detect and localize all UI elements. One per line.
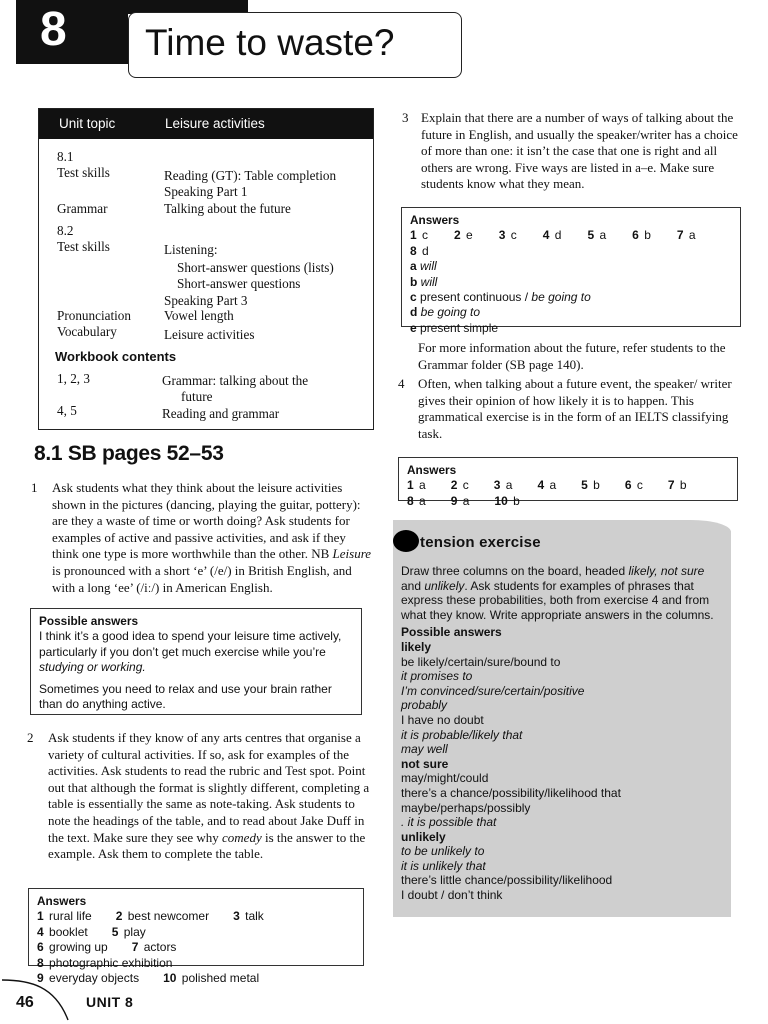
extension-answer-line: may well — [401, 742, 448, 757]
answer-number: 8 — [407, 493, 414, 508]
extension-answer-line: not sure — [401, 756, 449, 771]
answer-number: 6 — [624, 478, 632, 493]
extension-possible-answers-heading: Possible answers — [401, 625, 502, 640]
topic-row-right: Speaking Part 1 — [164, 184, 248, 199]
topic-row-left: Grammar — [57, 201, 108, 216]
answer-key — [543, 228, 576, 243]
answer-number: 7 — [131, 940, 139, 955]
answers-heading: Answers — [410, 213, 460, 227]
paragraph-1 — [31, 480, 374, 596]
topic-row-right: Short-answer questions (lists) — [177, 260, 334, 275]
answer-value: growing up — [45, 940, 108, 955]
paragraph-4 — [398, 376, 740, 442]
workbook-row-left: 4, 5 — [57, 403, 77, 418]
answer-key — [407, 494, 440, 509]
leisure-activities-label: Leisure activities — [165, 116, 265, 131]
answer-number: 1 — [407, 478, 414, 493]
paragraph-text: Often, when talking about a future event, the speaker/ writer gives their opinion of how likely it is to happen. This grammatical exercise is in the form of an IELTS classifying task. — [418, 376, 732, 441]
answer-value: d — [551, 228, 562, 243]
answer-value: c — [459, 478, 469, 493]
paragraph-2 — [27, 730, 372, 863]
answer-value: a — [546, 478, 557, 493]
answer-key — [581, 478, 614, 493]
answer-number: 4 — [537, 478, 545, 493]
grammar-folder-note: For more information about the future, refer students to the Grammar folder (SB page 140). — [418, 340, 726, 372]
answer-number: 1 — [410, 228, 417, 243]
extension-answer-line: I’m convinced/sure/certain/positive — [401, 683, 585, 698]
answer-number: 3 — [498, 228, 506, 243]
answer-key — [499, 228, 531, 243]
answer-number: 9 — [37, 971, 44, 986]
answer-keys — [407, 478, 729, 509]
answer-value: b — [509, 493, 520, 508]
answer-number: 6 — [632, 228, 639, 243]
answer-value: best newcomer — [124, 909, 210, 924]
extension-answer-line: probably — [401, 698, 448, 713]
answer-number: 5 — [111, 924, 119, 939]
workbook-row-right: Grammar: talking about the — [162, 373, 309, 388]
extension-answer-line: I have no doubt — [401, 712, 484, 727]
answer-number: 2 — [115, 909, 123, 924]
answer-number: 4 — [37, 924, 44, 939]
answer-value: c — [418, 228, 429, 243]
answer-number: 7 — [667, 478, 675, 493]
page-title: Time to waste? — [128, 12, 462, 78]
topic-row-left: Pronunciation — [57, 308, 131, 323]
answer-key — [163, 971, 273, 986]
answer-key — [677, 228, 710, 243]
extension-answer-line: it is probable/likely that — [401, 727, 523, 742]
answer-items — [410, 259, 732, 336]
answer-item: e present simple — [410, 320, 499, 335]
answer-key — [410, 244, 443, 259]
paragraph-number: 3 — [402, 110, 409, 125]
answer-number: 7 — [676, 228, 684, 243]
answer-key — [116, 909, 223, 924]
answer-key — [625, 478, 657, 493]
possible-answers-heading: Possible answers — [39, 614, 139, 628]
paragraph-text: is pronounced with a short ‘e’ (/e/) in British English, and with a long ‘ee’ (/iː/) in American English. — [52, 562, 352, 595]
topic-row-left: Vocabulary — [57, 324, 117, 339]
answer-item: b will — [410, 274, 438, 289]
answer-value: polished metal — [178, 971, 260, 986]
answer-value: a — [502, 478, 513, 493]
answer-value: actors — [140, 940, 177, 955]
answer-value: photographic exhibition — [45, 955, 173, 970]
answer-key — [454, 228, 487, 243]
answer-key — [587, 228, 620, 243]
extension-answer-line: it is unlikely that — [401, 858, 486, 873]
answer-number: 6 — [37, 940, 44, 955]
topic-row-right: Short-answer questions — [177, 276, 301, 291]
answer-item: d be going to — [410, 305, 481, 320]
answer-value: a — [596, 228, 607, 243]
answers-heading: Answers — [37, 894, 87, 908]
workbook-row-left: 1, 2, 3 — [57, 371, 90, 386]
extension-answer-line: to be unlikely to — [401, 844, 485, 859]
answer-value: play — [120, 924, 146, 939]
workbook-row-right: future — [181, 389, 213, 404]
answer-number: 8 — [410, 243, 417, 258]
paragraph-text: Explain that there are a number of ways of talking about the future in English, and usually the speaker/writer has a choice of more than one: it isn’t the case that one is right and all others are wrong. Five ways are listed in a–e. Make sure students know what they mean. — [421, 110, 738, 192]
answers-heading: Answers — [407, 463, 457, 477]
answer-value: talk — [241, 909, 264, 924]
extension-answer-line: I doubt / don’t think — [401, 888, 503, 903]
answers-box-2 — [28, 888, 364, 986]
unit-topic-table — [38, 108, 374, 430]
answers-box-3 — [401, 207, 741, 335]
answer-key — [668, 478, 701, 493]
answers-line — [37, 940, 355, 971]
topic-row-left: 8.2 — [57, 223, 74, 238]
footer-curve — [0, 968, 90, 1024]
answer-number: 5 — [587, 228, 595, 243]
possible-answers-box — [30, 608, 362, 715]
page-number: 46 — [16, 994, 34, 1011]
unit-topic-header — [39, 109, 373, 139]
possible-answer-1-italic: studying or working. — [39, 660, 146, 675]
paragraph-number: 4 — [398, 376, 405, 391]
section-title: SB pages 52–53 — [67, 442, 224, 465]
topic-row-left: 8.1 — [57, 149, 74, 164]
possible-answer-1: I think it’s a good idea to spend your leisure time actively, particularly if you don’t get much exercise while you’re — [39, 629, 342, 659]
unit-topic-label: Unit topic — [59, 116, 116, 131]
answer-key — [451, 494, 484, 509]
answers-box-4 — [398, 457, 738, 508]
answer-value: b — [589, 478, 600, 493]
answer-value: c — [507, 228, 517, 243]
topic-row-right: Leisure activities — [164, 327, 255, 342]
extension-answer-line: there’s a chance/possibility/likelihood that — [401, 785, 621, 800]
answer-number: 10 — [494, 493, 508, 508]
answer-item: c present continuous / be going to — [410, 290, 591, 305]
paragraph-text: Ask students what they think about the leisure activities shown in the pictures (dancing, playing the guitar, pottery): are they a waste of time or worth doing? Ask students for examples of active and passive activities, and ask if they think one type is more worthwhile than the other. NB — [52, 480, 361, 562]
answer-number: 2 — [450, 478, 458, 493]
extension-answer-line: likely — [401, 639, 432, 654]
answer-value: booklet — [45, 924, 88, 939]
section-number: 8.1 — [34, 442, 63, 465]
extension-answer-line: maybe/perhaps/possibly — [401, 800, 531, 815]
answer-keys — [410, 228, 732, 259]
answer-value: c — [633, 478, 643, 493]
topic-row-left: Test skills — [57, 165, 110, 180]
answer-number: 8 — [37, 955, 44, 970]
answer-key — [37, 909, 106, 924]
answer-key — [632, 228, 665, 243]
topic-row-right: Reading (GT): Table completion — [164, 168, 337, 183]
topic-row-right: Talking about the future — [164, 201, 291, 216]
answer-value: a — [415, 478, 426, 493]
extension-answer-list — [401, 640, 723, 903]
answer-key — [112, 925, 160, 940]
answer-number: 4 — [542, 228, 550, 243]
answer-key — [451, 478, 483, 493]
extension-exercise-panel — [393, 520, 731, 917]
topic-row-right: Speaking Part 3 — [164, 293, 248, 308]
answer-item: a will — [410, 259, 437, 274]
answer-key — [37, 925, 102, 940]
possible-answer-2: Sometimes you need to relax and use your brain rather than do anything active. — [39, 681, 332, 712]
extension-answer-line: may/might/could — [401, 771, 489, 786]
extension-title-text: tension exercise — [420, 534, 541, 551]
answer-key — [132, 940, 191, 955]
answers-line — [37, 909, 355, 940]
answer-key — [410, 228, 442, 243]
extension-answer-line: be likely/certain/sure/bound to — [401, 654, 561, 669]
paragraph-text: Ask students if they know of any arts centres that organise a variety of cultural activities. If so, ask for examples of the activities. Ask students to read the rubric and Test spot. Point out that although the format is slightly different, completing a table is essentially the same as note-taking. Ask students to note the headings of the table, and to read about Jake Duff in the text. Make sure they see why — [48, 730, 370, 845]
answer-key — [407, 478, 440, 493]
extension-answer-line: it promises to — [401, 669, 473, 684]
answer-value: e — [462, 228, 473, 243]
footer-unit-label: UNIT 8 — [86, 994, 134, 1010]
answer-number: 1 — [37, 909, 44, 924]
paragraph-number: 2 — [27, 730, 34, 745]
answer-value: a — [415, 493, 426, 508]
answer-number: 10 — [163, 971, 177, 986]
section-heading — [34, 442, 224, 466]
answer-key — [37, 940, 122, 955]
workbook-row-right: Reading and grammar — [162, 406, 280, 421]
extension-intro: Draw three columns on the board, headed likely, not sure and unlikely. Ask students for examples of phrases that express these probabilities, both from exercise 4 and from what they know. Write appropriate answers in the columns. — [401, 564, 714, 622]
answer-number: 9 — [450, 493, 458, 508]
answer-number: 3 — [233, 909, 240, 924]
extension-answer-line: unlikely — [401, 829, 446, 844]
topic-row-right: Vowel length — [164, 308, 234, 323]
answer-value: d — [418, 243, 429, 258]
answer-value: everyday objects — [45, 971, 140, 986]
answer-value: b — [640, 228, 651, 243]
topic-row-left: Test skills — [57, 239, 110, 254]
answer-value: a — [459, 493, 470, 508]
answer-value: rural life — [45, 909, 92, 924]
extension-answer-line: there’s little chance/possibility/likelihood — [401, 873, 613, 888]
unit-number-badge: 8 — [16, 0, 128, 64]
topic-row-right: Listening: — [164, 242, 218, 257]
extension-answer-line: . it is possible that — [401, 815, 497, 830]
answer-value: b — [676, 478, 687, 493]
answer-key — [537, 478, 570, 493]
answer-number: 3 — [493, 478, 501, 493]
paragraph-text: is the answer to the example. Ask them to complete the table. — [48, 829, 366, 862]
leisure-word: Leisure — [332, 546, 372, 562]
answer-number: 2 — [454, 228, 461, 243]
answer-key — [233, 909, 278, 924]
comedy-word: comedy — [222, 829, 262, 845]
answer-number: 5 — [581, 478, 588, 493]
workbook-contents-heading: Workbook contents — [55, 349, 177, 364]
answer-value: a — [685, 228, 696, 243]
answer-key — [494, 494, 533, 509]
paragraph-3 — [402, 110, 741, 193]
answer-key — [494, 478, 527, 493]
extension-circle-icon — [393, 530, 419, 552]
extension-exercise-title — [393, 530, 541, 552]
paragraph-number: 1 — [31, 480, 38, 495]
